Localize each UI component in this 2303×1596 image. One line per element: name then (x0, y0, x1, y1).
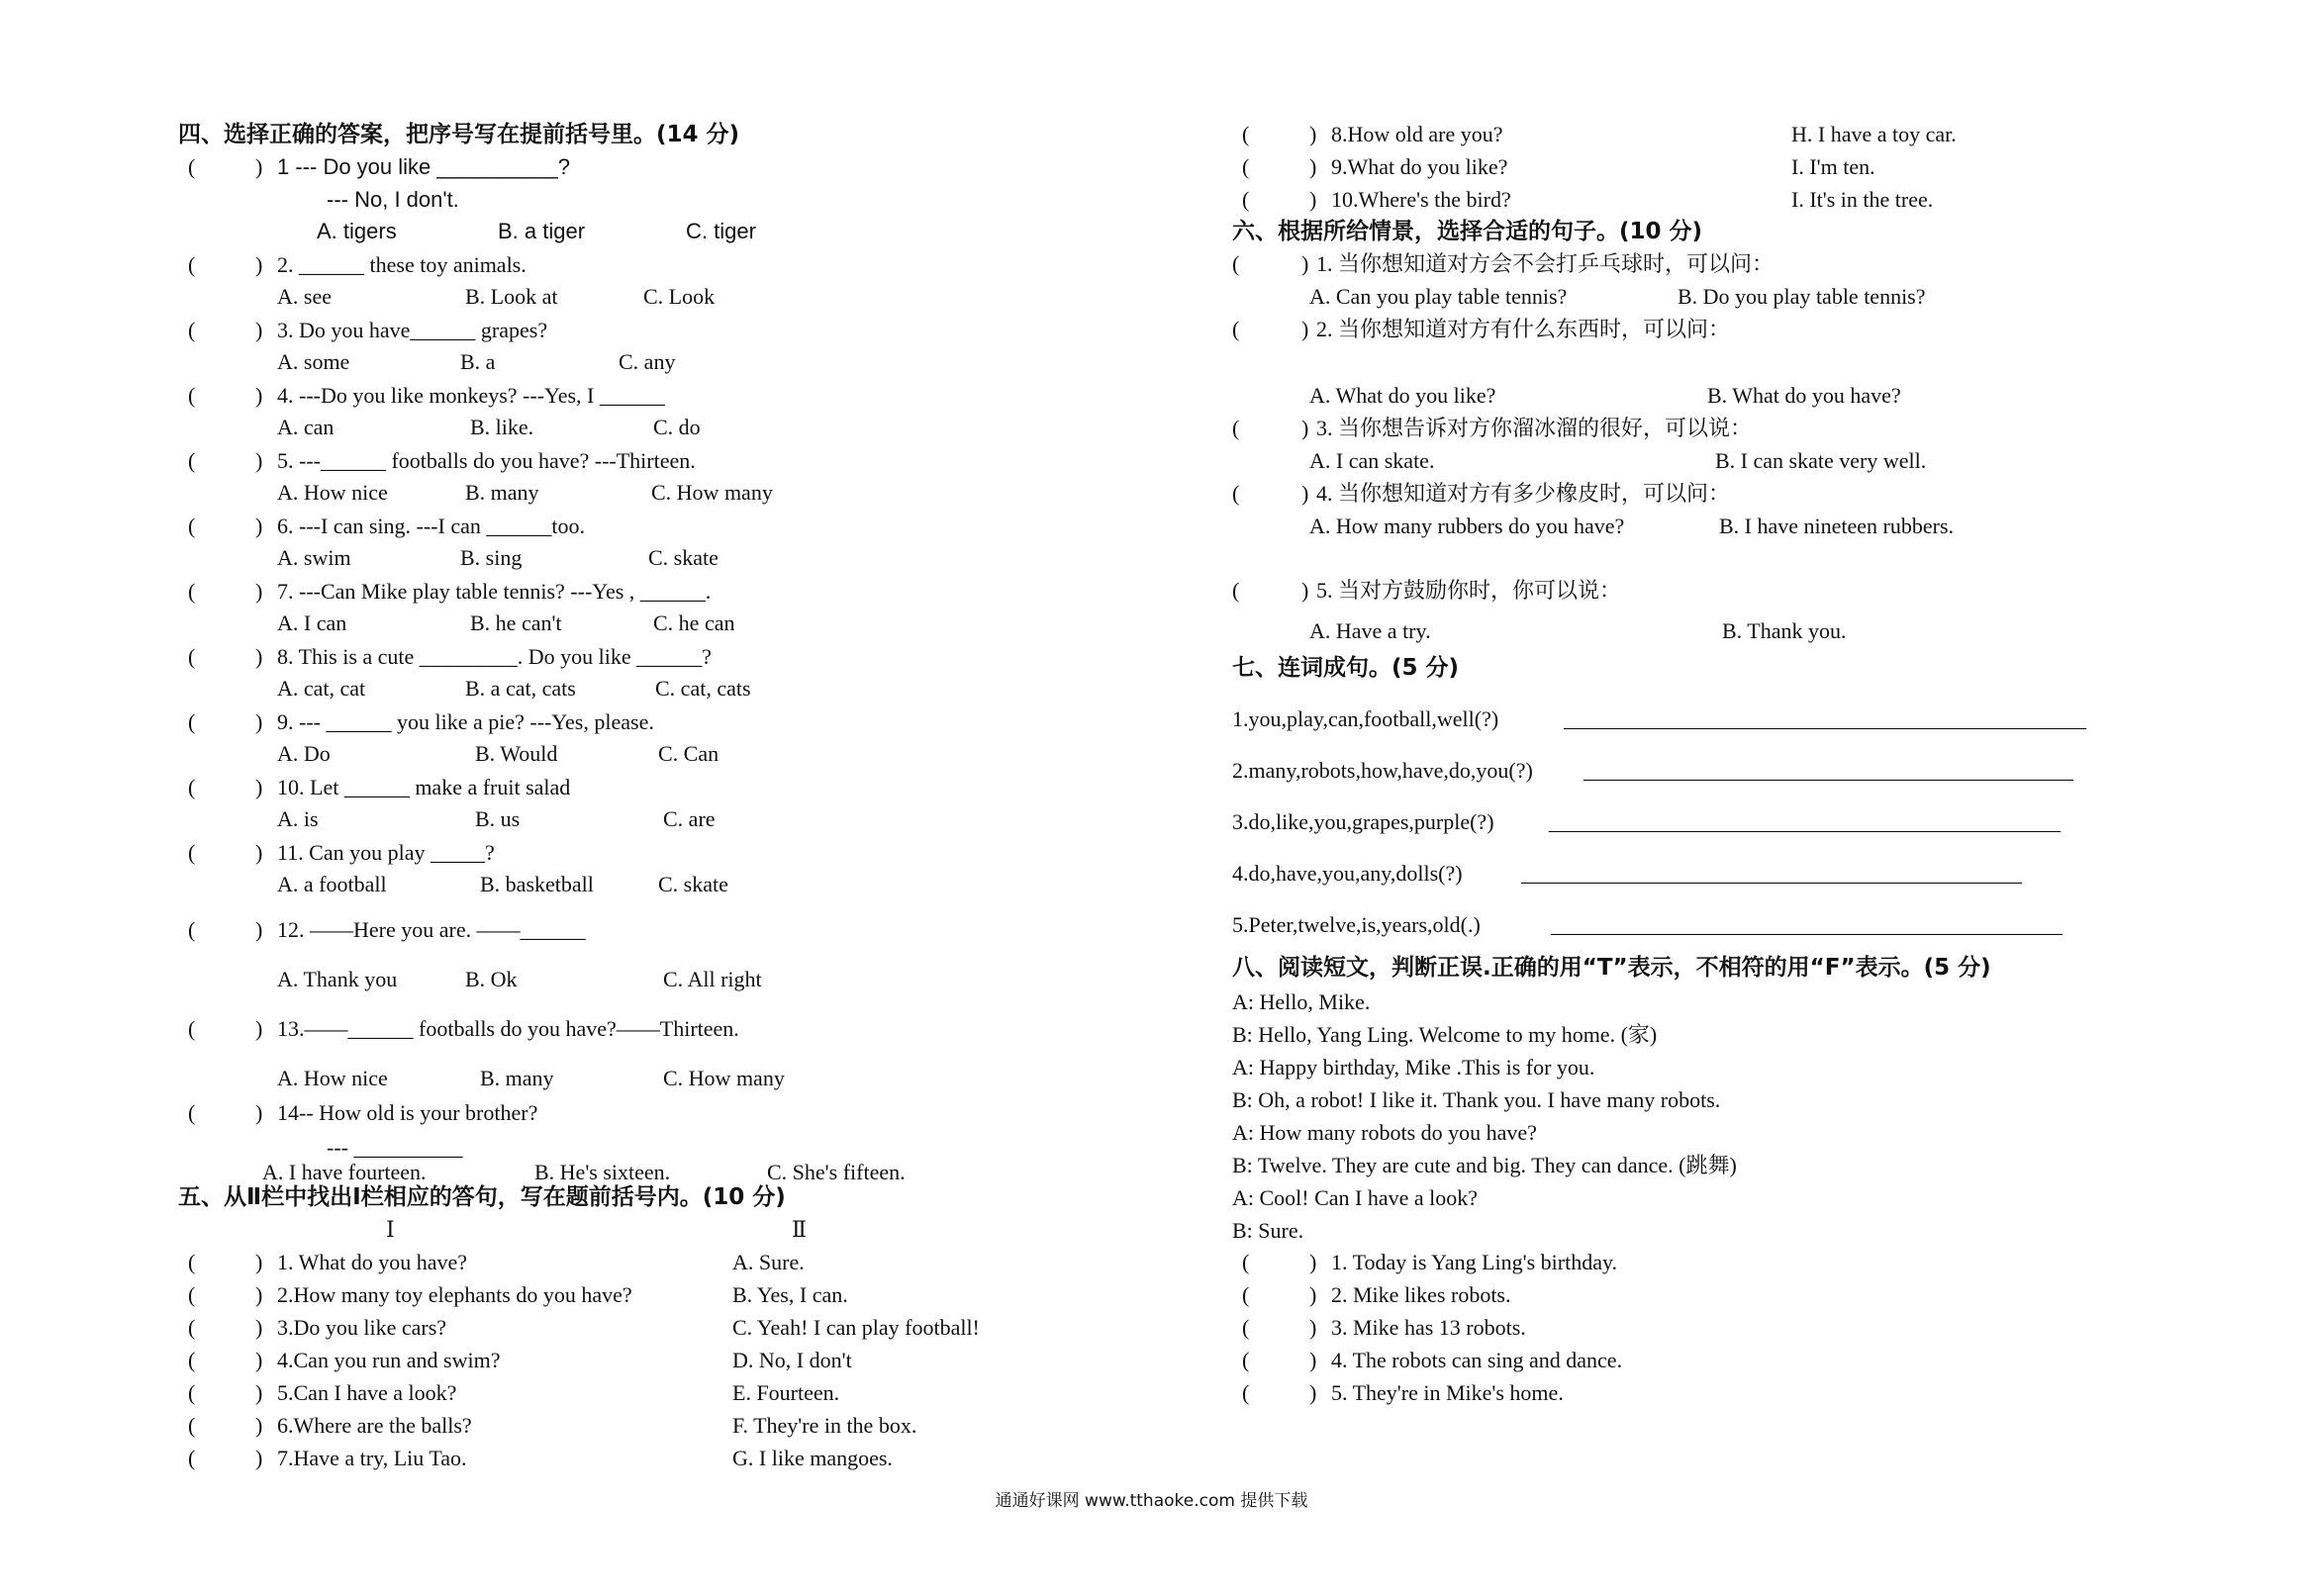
paren-close: ) (255, 252, 263, 277)
paren-close: ) (255, 514, 263, 538)
question-13-options (178, 1066, 1168, 1093)
paren-open: ( (1232, 578, 1240, 603)
passage-line: B: Sure. (1232, 1218, 1304, 1243)
word-list: 4.do,have,you,any,dolls(?) (1232, 861, 1463, 886)
match-question: 6.Where are the balls? (277, 1413, 472, 1438)
option-b: B. many (465, 480, 539, 505)
option-a: A. see (277, 284, 332, 309)
sentence-item-5 (1232, 912, 2222, 940)
statement-text: 5. They're in Mike's home. (1331, 1380, 1564, 1405)
question-1 (178, 154, 1168, 182)
word-list: 5.Peter,twelve,is,years,old(.) (1232, 912, 1481, 937)
option-c: C. skate (648, 545, 719, 570)
word-list: 2.many,robots,how,have,do,you(?) (1232, 758, 1533, 783)
option-c: C. All right (663, 967, 762, 991)
sentence-item-3 (1232, 809, 2222, 837)
match-answer: D. No, I don't (732, 1348, 852, 1372)
option-a: A. How nice (277, 480, 388, 505)
reply-text: --- No, I don't. (327, 187, 459, 212)
option-b: B. sing (460, 545, 523, 570)
passage-line: A: How many robots do you have? (1232, 1120, 1537, 1145)
option-c: C. How many (663, 1066, 785, 1090)
paren-open: ( (1232, 481, 1240, 506)
question-9 (178, 709, 1168, 737)
option-b: B. Would (475, 741, 558, 766)
statement-text: 3. Mike has 13 robots. (1331, 1315, 1526, 1340)
question-10 (178, 775, 1168, 802)
scenario-5-options (1232, 618, 2222, 646)
paren-open: ( (188, 1446, 196, 1470)
option-b: B. What do you have? (1707, 383, 1901, 408)
scenario-3 (1232, 416, 2222, 443)
option-b: B. many (480, 1066, 554, 1090)
option-a: A. swim (277, 545, 351, 570)
paren-close: ) (1309, 154, 1317, 179)
paren-close: ) (1309, 1380, 1317, 1405)
question-text: 13.——______ footballs do you have?——Thirteen. (277, 1016, 739, 1041)
question-9-options (178, 741, 1168, 769)
option-b: B. Ok (465, 967, 518, 991)
option-a: A. a football (277, 872, 387, 896)
word-list: 3.do,like,you,grapes,purple(?) (1232, 809, 1494, 834)
option-a: A. I have fourteen. (262, 1160, 427, 1184)
question-7-options (178, 610, 1168, 638)
scenario-question: 4. 当你想知道对方有多少橡皮时，可以问： (1316, 481, 1731, 506)
question-11-options (178, 872, 1168, 899)
paren-open: ( (188, 1100, 196, 1125)
option-b: B. Look at (465, 284, 558, 309)
paren-open: ( (1242, 154, 1250, 179)
option-b: B. he can't (470, 610, 562, 635)
paren-open: ( (1232, 317, 1240, 341)
paren-close: ) (255, 1016, 263, 1041)
tf-statement-2 (1232, 1282, 2222, 1310)
match-question: 5.Can I have a look? (277, 1380, 457, 1405)
paren-close: ) (1309, 122, 1317, 146)
section5-heading: 五、从Ⅱ栏中找出Ⅰ栏相应的答句，写在题前括号内。(10 分) (178, 1184, 786, 1210)
question-text: 2. ______ these toy animals. (277, 252, 527, 277)
paren-open: ( (1232, 251, 1240, 276)
paren-open: ( (188, 448, 196, 473)
question-1-reply (178, 187, 1168, 215)
paren-close: ) (1309, 1282, 1317, 1307)
option-c: C. tiger (686, 219, 756, 243)
paren-close: ) (255, 1250, 263, 1274)
match-question: 1. What do you have? (277, 1250, 468, 1274)
match-answer: I. I'm ten. (1791, 154, 1875, 179)
paren-close: ) (255, 154, 263, 179)
paren-close: ) (255, 318, 263, 342)
option-c: C. skate (658, 872, 728, 896)
paren-close: ) (255, 1100, 263, 1125)
sentence-item-2 (1232, 758, 2222, 786)
match-answer: F. They're in the box. (732, 1413, 917, 1438)
paren-close: ) (1301, 416, 1309, 440)
option-c: C. he can (653, 610, 735, 635)
question-3 (178, 318, 1168, 345)
paren-open: ( (188, 709, 196, 734)
paren-close: ) (1309, 1348, 1317, 1372)
statement-text: 4. The robots can sing and dance. (1331, 1348, 1623, 1372)
paren-close: ) (1301, 481, 1309, 506)
question-14-options (178, 1160, 1168, 1187)
paren-open: ( (188, 1016, 196, 1041)
question-text: 7. ---Can Mike play table tennis? ---Yes , ______. (277, 579, 712, 604)
option-c: C. She's fifteen. (767, 1160, 906, 1184)
question-12-options (178, 967, 1168, 994)
footer-text: 通通好课网 www.tthaoke.com 提供下载 (995, 1491, 1308, 1511)
paren-open: ( (188, 1250, 196, 1274)
question-8 (178, 644, 1168, 672)
question-text: 12. ——Here you are. ——______ (277, 917, 586, 942)
option-c: C. cat, cats (655, 676, 751, 701)
question-6 (178, 514, 1168, 541)
match-row-6 (178, 1413, 1168, 1441)
match-question: 10.Where's the bird? (1331, 187, 1511, 212)
paren-open: ( (1242, 187, 1250, 212)
match-row-3 (178, 1315, 1168, 1343)
match-question: 3.Do you like cars? (277, 1315, 447, 1340)
scenario-question: 5. 当对方鼓励你时，你可以说： (1316, 578, 1622, 603)
match-row-8 (1232, 122, 2222, 149)
question-text: 8. This is a cute _________. Do you like ______? (277, 644, 712, 669)
scenario-5 (1232, 578, 2222, 606)
option-a: A. some (277, 349, 350, 374)
paren-close: ) (255, 775, 263, 799)
paren-open: ( (188, 1315, 196, 1340)
paren-close: ) (255, 709, 263, 734)
paren-close: ) (255, 644, 263, 669)
question-11 (178, 840, 1168, 868)
paren-open: ( (188, 318, 196, 342)
option-a: A. Can you play table tennis? (1309, 284, 1568, 309)
scenario-4-options (1232, 514, 2222, 541)
match-answer: G. I like mangoes. (732, 1446, 893, 1470)
paren-close: ) (255, 1315, 263, 1340)
match-answer: C. Yeah! I can play football! (732, 1315, 980, 1340)
passage-line: A: Cool! Can I have a look? (1232, 1185, 1479, 1210)
option-a: A. How many rubbers do you have? (1309, 514, 1625, 538)
paren-close: ) (1301, 578, 1309, 603)
option-c: C. are (663, 806, 716, 831)
paren-close: ) (255, 917, 263, 942)
option-b: B. us (475, 806, 521, 831)
paren-open: ( (188, 1413, 196, 1438)
paren-open: ( (1232, 416, 1240, 440)
option-c: C. any (619, 349, 676, 374)
question-text: 5. ---______ footballs do you have? ---Thirteen. (277, 448, 696, 473)
option-b: B. I can skate very well. (1715, 448, 1927, 473)
question-14-reply (178, 1135, 1168, 1163)
paren-open: ( (1242, 122, 1250, 146)
scenario-1 (1232, 251, 2222, 279)
option-a: A. cat, cat (277, 676, 366, 701)
question-7 (178, 579, 1168, 607)
passage-line: A: Hello, Mike. (1232, 989, 1371, 1014)
match-row-1 (178, 1250, 1168, 1277)
option-a: A. I can skate. (1309, 448, 1435, 473)
option-a: A. How nice (277, 1066, 388, 1090)
paren-open: ( (188, 1348, 196, 1372)
match-question: 2.How many toy elephants do you have? (277, 1282, 632, 1307)
paren-close: ) (1301, 251, 1309, 276)
option-c: C. How many (651, 480, 773, 505)
paren-open: ( (188, 252, 196, 277)
statement-text: 1. Today is Yang Ling's birthday. (1331, 1250, 1618, 1274)
sentence-item-4 (1232, 861, 2222, 889)
paren-close: ) (255, 383, 263, 408)
option-b: B. He's sixteen. (534, 1160, 671, 1184)
paren-open: ( (188, 644, 196, 669)
question-2-options (178, 284, 1168, 312)
question-3-options (178, 349, 1168, 377)
question-13 (178, 1016, 1168, 1044)
question-text: 1 --- Do you like __________? (277, 154, 570, 179)
option-a: A. Have a try. (1309, 618, 1431, 643)
option-b: B. like. (470, 415, 534, 439)
option-a: A. I can (277, 610, 347, 635)
section7-heading: 七、连词成句。(5 分) (1232, 655, 1460, 681)
question-12 (178, 917, 1168, 945)
match-answer: B. Yes, I can. (732, 1282, 848, 1307)
paren-open: ( (188, 1282, 196, 1307)
question-text: 6. ---I can sing. ---I can ______too. (277, 514, 585, 538)
question-1-options (178, 219, 1168, 246)
question-2 (178, 252, 1168, 280)
match-row-10 (1232, 187, 2222, 215)
paren-open: ( (1242, 1315, 1250, 1340)
paren-open: ( (1242, 1282, 1250, 1307)
answer-blank: _______________________________________________ (1549, 809, 2061, 834)
reply-text: --- __________ (327, 1135, 463, 1160)
section5-column-labels (178, 1217, 1168, 1245)
option-b: B. Do you play table tennis? (1678, 284, 1926, 309)
paren-open: ( (1242, 1348, 1250, 1372)
passage-line: A: Happy birthday, Mike .This is for you. (1232, 1055, 1595, 1080)
match-answer: H. I have a toy car. (1791, 122, 1957, 146)
word-list: 1.you,play,can,football,well(?) (1232, 706, 1499, 731)
paren-open: ( (188, 383, 196, 408)
match-answer: E. Fourteen. (732, 1380, 840, 1405)
paren-close: ) (255, 1413, 263, 1438)
option-b: B. a tiger (498, 219, 586, 243)
match-row-4 (178, 1348, 1168, 1375)
section8-heading: 八、阅读短文，判断正误.正确的用“T”表示，不相符的用“F”表示。(5 分) (1232, 955, 1991, 981)
question-6-options (178, 545, 1168, 573)
option-c: C. Can (658, 741, 720, 766)
paren-open: ( (188, 514, 196, 538)
question-14 (178, 1100, 1168, 1128)
question-text: 3. Do you have______ grapes? (277, 318, 548, 342)
option-a: A. Do (277, 741, 331, 766)
question-text: 14-- How old is your brother? (277, 1100, 538, 1125)
option-a: A. tigers (317, 219, 397, 243)
paren-open: ( (188, 840, 196, 865)
option-a: A. can (277, 415, 335, 439)
paren-close: ) (1309, 1315, 1317, 1340)
paren-close: ) (255, 1282, 263, 1307)
question-5-options (178, 480, 1168, 508)
match-question: 8.How old are you? (1331, 122, 1503, 146)
answer-blank: ________________________________________________ (1564, 706, 2086, 731)
option-b: B. I have nineteen rubbers. (1719, 514, 1955, 538)
tf-statement-3 (1232, 1315, 2222, 1343)
match-question: 4.Can you run and swim? (277, 1348, 501, 1372)
question-text: 4. ---Do you like monkeys? ---Yes, I ______ (277, 383, 665, 408)
paren-open: ( (1242, 1380, 1250, 1405)
match-row-9 (1232, 154, 2222, 182)
option-b: B. Thank you. (1722, 618, 1847, 643)
match-answer: A. Sure. (732, 1250, 805, 1274)
scenario-4 (1232, 481, 2222, 509)
question-5 (178, 448, 1168, 476)
paren-close: ) (255, 1348, 263, 1372)
column-label-1: Ⅰ (386, 1217, 395, 1242)
answer-blank: _____________________________________________ (1583, 758, 2073, 783)
option-b: B. a cat, cats (465, 676, 576, 701)
scenario-1-options (1232, 284, 2222, 312)
question-8-options (178, 676, 1168, 704)
paren-close: ) (1309, 1250, 1317, 1274)
question-text: 11. Can you play _____? (277, 840, 495, 865)
paren-open: ( (188, 917, 196, 942)
tf-statement-1 (1232, 1250, 2222, 1277)
match-answer: I. It's in the tree. (1791, 187, 1934, 212)
paren-open: ( (1242, 1250, 1250, 1274)
paren-close: ) (255, 1446, 263, 1470)
option-c: C. Look (643, 284, 716, 309)
question-10-options (178, 806, 1168, 834)
answer-blank: ______________________________________________ (1521, 861, 2022, 886)
paren-open: ( (188, 1380, 196, 1405)
paren-close: ) (255, 448, 263, 473)
passage-line: B: Twelve. They are cute and big. They can dance. (跳舞) (1232, 1153, 1737, 1177)
passage-line: B: Hello, Yang Ling. Welcome to my home. (家) (1232, 1022, 1658, 1047)
sentence-item-1 (1232, 706, 2222, 734)
option-a: A. is (277, 806, 319, 831)
match-row-2 (178, 1282, 1168, 1310)
column-label-2: Ⅱ (792, 1217, 807, 1242)
paren-close: ) (255, 579, 263, 604)
option-a: A. What do you like? (1309, 383, 1496, 408)
option-a: A. Thank you (277, 967, 398, 991)
question-text: 9. --- ______ you like a pie? ---Yes, please. (277, 709, 654, 734)
section6-heading: 六、根据所给情景，选择合适的句子。(10 分) (1232, 219, 1703, 244)
question-text: 10. Let ______ make a fruit salad (277, 775, 571, 799)
paren-close: ) (1301, 317, 1309, 341)
question-4-options (178, 415, 1168, 442)
scenario-3-options (1232, 448, 2222, 476)
question-4 (178, 383, 1168, 411)
statement-text: 2. Mike likes robots. (1331, 1282, 1511, 1307)
paren-close: ) (255, 840, 263, 865)
option-b: B. basketball (480, 872, 594, 896)
scenario-question: 2. 当你想知道对方有什么东西时，可以问： (1316, 317, 1731, 341)
paren-close: ) (255, 1380, 263, 1405)
scenario-2 (1232, 317, 2222, 344)
option-c: C. do (653, 415, 701, 439)
tf-statement-4 (1232, 1348, 2222, 1375)
passage-line: B: Oh, a robot! I like it. Thank you. I have many robots. (1232, 1087, 1721, 1112)
scenario-question: 1. 当你想知道对方会不会打乒乓球时，可以问： (1316, 251, 1775, 276)
section4-heading: 四、选择正确的答案，把序号写在提前括号里。(14 分) (178, 122, 740, 147)
paren-open: ( (188, 775, 196, 799)
match-question: 7.Have a try, Liu Tao. (277, 1446, 467, 1470)
option-b: B. a (460, 349, 496, 374)
match-row-7 (178, 1446, 1168, 1473)
paren-close: ) (1309, 187, 1317, 212)
paren-open: ( (188, 579, 196, 604)
scenario-2-options (1232, 383, 2222, 411)
paren-open: ( (188, 154, 196, 179)
match-row-5 (178, 1380, 1168, 1408)
match-question: 9.What do you like? (1331, 154, 1508, 179)
scenario-question: 3. 当你想告诉对方你溜冰溜的很好，可以说： (1316, 416, 1753, 440)
tf-statement-5 (1232, 1380, 2222, 1408)
answer-blank: _______________________________________________ (1551, 912, 2063, 937)
